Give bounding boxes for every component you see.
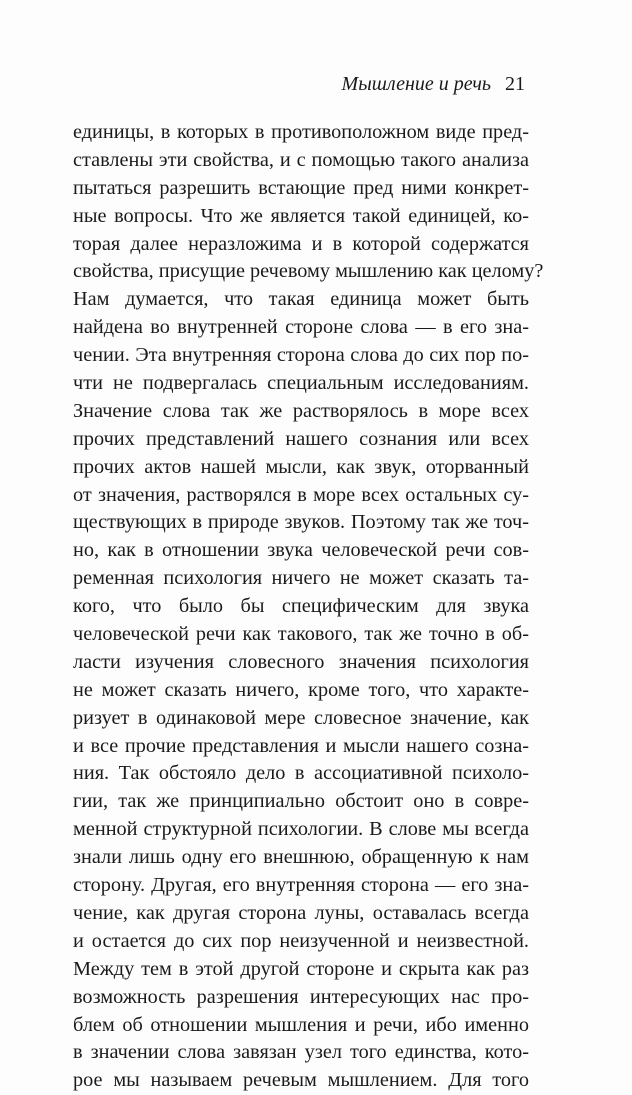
text-line: сторону. Другая, его внутренняя сторона — его зна-	[73, 874, 529, 897]
text-line: блем об отношении мышления и речи, ибо именно	[73, 1013, 529, 1036]
text-line: кого, что было бы специфическим для звука	[73, 595, 529, 618]
text-line: в значении слова завязан узел того единства, кото-	[73, 1041, 529, 1064]
text-line: от значения, растворялся в море всех остальных су-	[73, 483, 529, 506]
body-text	[73, 119, 544, 1095]
page-number: 21	[505, 73, 525, 95]
text-line: чти не подвергалась специальным исследованиям.	[73, 372, 529, 395]
text-line: ризует в одинаковой мере словесное значение, как	[73, 706, 529, 729]
text-line: прочих представлений нашего сознания или всех	[73, 427, 529, 450]
text-line: и остается до сих пор неизученной и неизвестной.	[73, 929, 529, 952]
text-line: Значение слова так же растворялось в море всех	[73, 399, 529, 422]
text-line: гии, так же принципиально обстоит оно в совре-	[73, 790, 529, 813]
text-line: прочих актов нашей мысли, как звук, оторванный	[73, 455, 529, 478]
text-line: ные вопросы. Что же является такой единицей, ко-	[73, 204, 529, 227]
text-line: знали лишь одну его внешнюю, обращенную к нам	[73, 846, 529, 869]
text-line: Между тем в этой другой стороне и скрыта как раз	[73, 957, 529, 980]
text-line: найдена во внутренней стороне слова — в его зна-	[73, 316, 529, 339]
text-line: но, как в отношении звука человеческой речи сов-	[73, 539, 529, 562]
text-line: чении. Эта внутренняя сторона слова до сих пор по-	[73, 344, 529, 367]
text-line: ласти изучения словесного значения психология	[73, 650, 529, 673]
text-line: не может сказать ничего, кроме того, что характе-	[73, 678, 529, 701]
text-line: ременная психология ничего не может сказать та-	[73, 567, 529, 590]
running-head-title: Мышление и речь	[341, 73, 491, 95]
text-line: и все прочие представления и мысли нашего созна-	[73, 734, 529, 757]
text-line: ставлены эти свойства, и с помощью такого анализа	[73, 148, 529, 171]
text-line: свойства, присущие речевому мышлению как целому?	[73, 260, 544, 283]
text-line: ществующих в природе звуков. Поэтому так же точ-	[73, 511, 529, 534]
text-line: пытаться разрешить встающие пред ними конкрет-	[73, 176, 529, 199]
text-line: менной структурной психологии. В слове мы всегда	[73, 818, 529, 841]
text-line: человеческой речи как такового, так же точно в об-	[73, 623, 529, 646]
text-line: возможность разрешения интересующих нас про-	[73, 985, 529, 1008]
text-line: единицы, в которых в противоположном виде пред-	[73, 121, 529, 143]
text-line: Нам думается, что такая единица может быть	[73, 288, 529, 311]
text-line: рое мы называем речевым мышлением. Для того	[73, 1069, 529, 1092]
text-line: чение, как другая сторона луны, оставалась всегда	[73, 901, 529, 924]
text-line: ния. Так обстояло дело в ассоциативной психоло-	[73, 762, 529, 785]
text-line: торая далее неразложима и в которой содержатся	[73, 232, 529, 255]
running-head	[342, 72, 525, 96]
